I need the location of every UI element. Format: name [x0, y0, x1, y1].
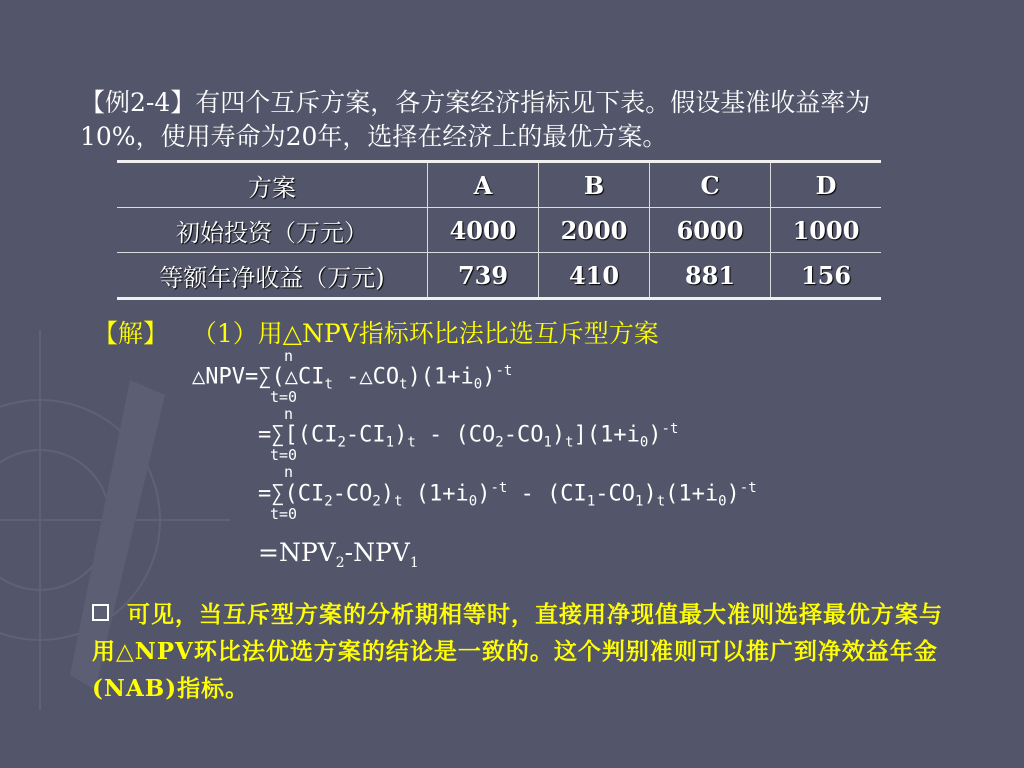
table-cell: 1000 [771, 208, 882, 253]
table-cell: 739 [428, 253, 539, 299]
row-label: 等额年净收益（万元) [117, 253, 428, 299]
sum-lower-limit: t=0 [270, 505, 298, 523]
formula-final: $=NPV_2-NPV_1$ [258, 538, 419, 571]
sum-upper-limit: n [284, 405, 294, 423]
solution-heading-text: （1）用△NPV指标环比法比选互斥型方案 [191, 319, 659, 348]
table-cell: 410 [539, 253, 650, 299]
scheme-table [117, 160, 881, 300]
sum-upper-limit: n [284, 463, 294, 481]
table-cell: 4000 [428, 208, 539, 253]
table-cell: 881 [650, 253, 771, 299]
header-cell: A [428, 162, 539, 208]
header-cell: D [771, 162, 882, 208]
row-label: 初始投资（万元） [117, 208, 428, 253]
table-cell: 2000 [539, 208, 650, 253]
table-row [117, 208, 881, 253]
conclusion-text: 可见，当互斥型方案的分析期相等时，直接用净现值最大准则选择最优方案与用△NPV环比法优选方案的结论是一致的。这个判别准则可以推广到净效益年金(NAB)指标。 [92, 601, 943, 702]
formula-line-3: $=\sum(CI_2-CO_2)_t$ $(1+i_0)^{-t} - (CI_1-CO_1)_t(1+i_0)^{-t}$ [258, 480, 757, 510]
table-row [117, 253, 881, 299]
table-cell: 6000 [650, 208, 771, 253]
solution-tag: 【解】 [93, 319, 169, 348]
sum-upper-limit: n [284, 347, 294, 365]
table-header-row [117, 162, 881, 208]
formula-line-2: $=\sum[(CI_2-CI_1)_t - (CO_2-CO_1)_t](1+i_0)^{-t}$ [258, 421, 679, 451]
sum-lower-limit: t=0 [270, 388, 298, 406]
header-cell: C [650, 162, 771, 208]
formula-line-1: $\triangle NPV=\sum(\triangle CI_t$ $-\triangle CO_t)(1+i_0)^{-t}$ [192, 363, 513, 393]
header-cell: 方案 [117, 162, 428, 208]
conclusion-note [92, 596, 952, 707]
slide-title: 【例2-4】有四个互斥方案，各方案经济指标见下表。假设基准收益率为10%，使用寿命为20年，选择在经济上的最优方案。 [80, 88, 871, 151]
sum-lower-limit: t=0 [270, 446, 298, 464]
header-cell: B [539, 162, 650, 208]
solution-heading [93, 314, 659, 350]
table-cell: 156 [771, 253, 882, 299]
checkbox-bullet-icon [92, 604, 109, 621]
